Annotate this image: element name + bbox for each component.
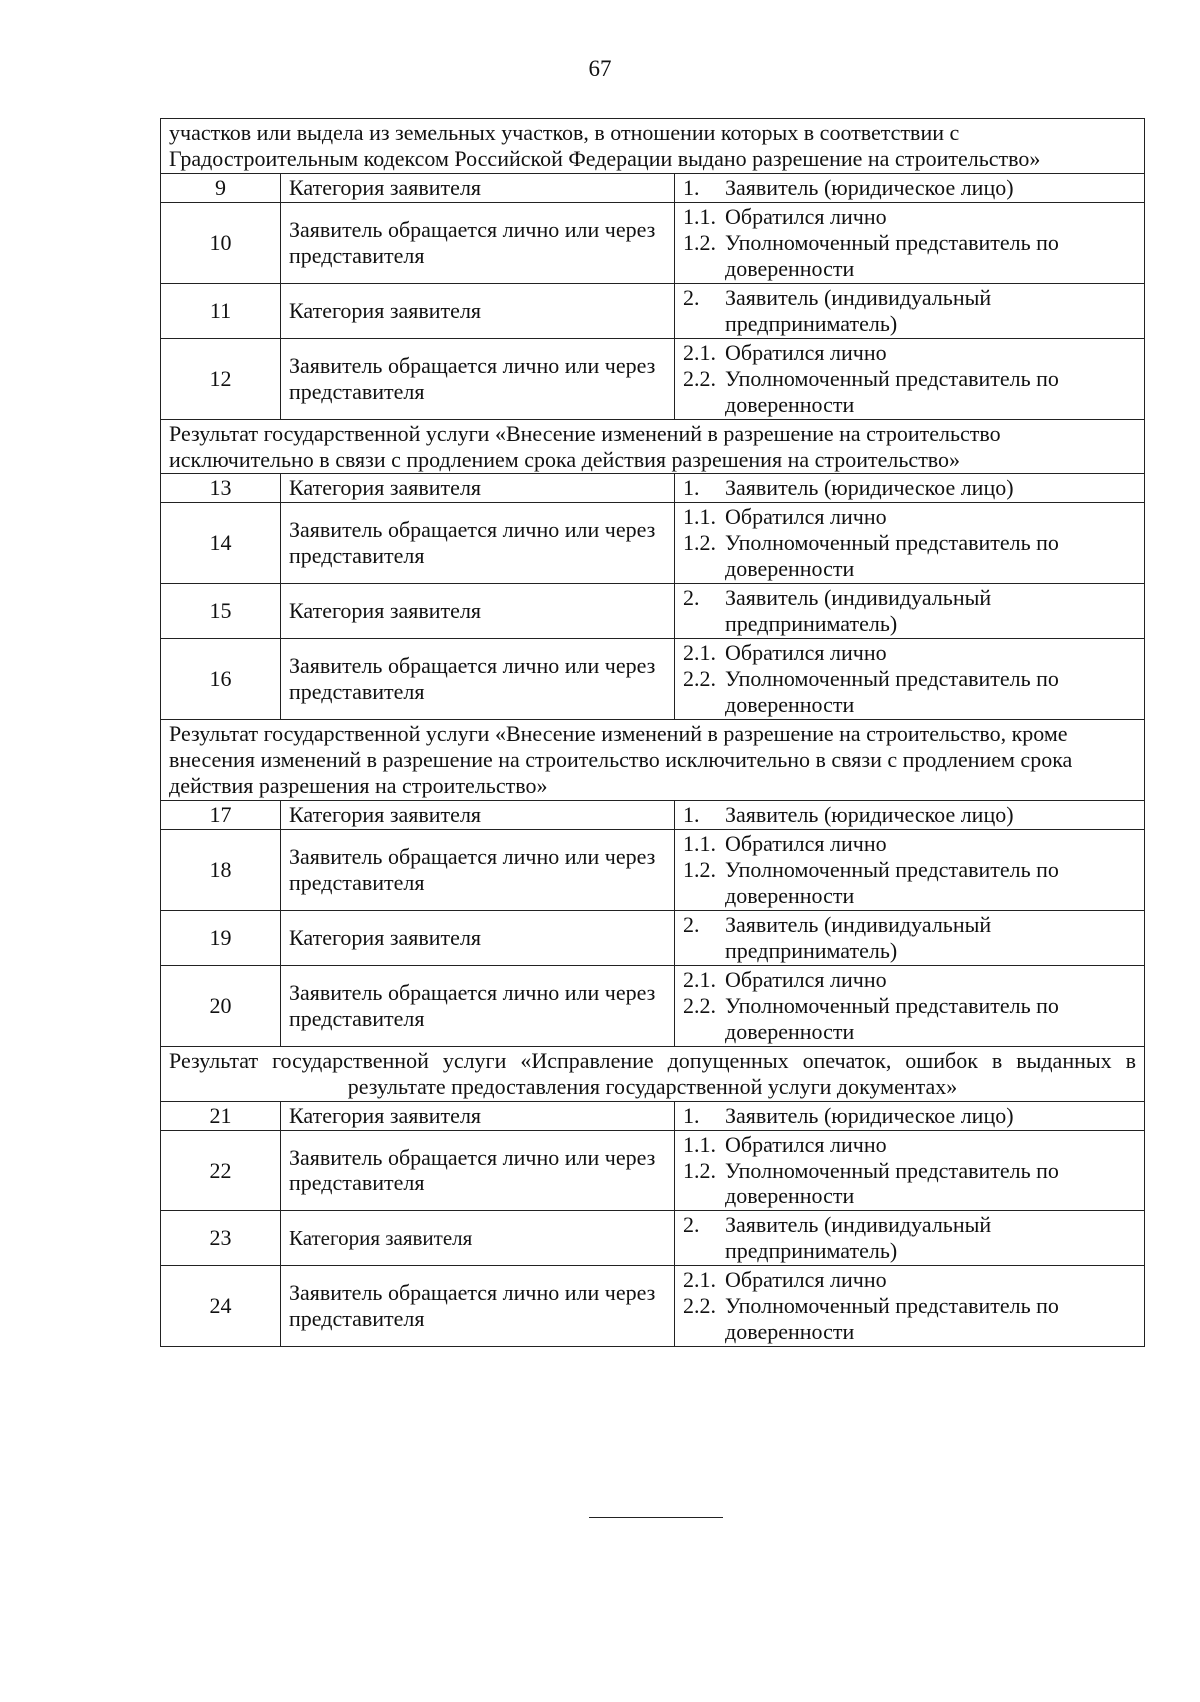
table-row: [161, 173, 1145, 202]
value-item: [683, 1212, 1136, 1264]
criterion-cell: Заявитель обращается лично или через представителя: [281, 202, 675, 283]
criterion-cell: Заявитель обращается лично или через представителя: [281, 829, 675, 910]
item-number: 1.: [683, 1102, 700, 1128]
item-text: Уполномоченный представитель по доверенности: [725, 856, 1059, 908]
item-number: 1.1.: [683, 504, 716, 530]
value-cell: [675, 173, 1145, 202]
item-text: Обратился лично: [725, 504, 887, 530]
item-number: 1.: [683, 802, 700, 828]
value-item: [683, 1267, 1136, 1293]
value-cell: [675, 1130, 1145, 1211]
criterion-cell: Заявитель обращается лично или через представителя: [281, 338, 675, 419]
item-number: 1.: [683, 174, 700, 200]
end-divider-line: [589, 1517, 723, 1518]
applicant-criteria-table: [160, 118, 1145, 1347]
row-number: 20: [161, 965, 281, 1046]
table-row: [161, 829, 1145, 910]
item-text: Обратился лично: [725, 830, 887, 856]
value-item: [683, 585, 1136, 637]
criterion-cell: Заявитель обращается лично или через представителя: [281, 965, 675, 1046]
item-text: Заявитель (индивидуальный предприниматель): [725, 911, 992, 963]
criterion-cell: Категория заявителя: [281, 801, 675, 830]
item-text: Заявитель (юридическое лицо): [725, 802, 1014, 828]
value-item: [683, 831, 1136, 857]
item-number: 1.2.: [683, 530, 716, 556]
value-item: [683, 993, 1136, 1045]
value-cell: [675, 584, 1145, 639]
value-item: [683, 1293, 1136, 1345]
value-cell: [675, 283, 1145, 338]
criterion-cell: Заявитель обращается лично или через представителя: [281, 503, 675, 584]
item-text: Заявитель (индивидуальный предприниматель): [725, 585, 992, 637]
criterion-cell: Категория заявителя: [281, 584, 675, 639]
table-row: [161, 801, 1145, 830]
item-number: 1.2.: [683, 856, 716, 882]
value-item: [683, 530, 1136, 582]
row-number: 21: [161, 1101, 281, 1130]
value-item: [683, 640, 1136, 666]
item-number: 2.2.: [683, 666, 716, 692]
item-number: 1.1.: [683, 830, 716, 856]
criterion-cell: Категория заявителя: [281, 1211, 675, 1266]
value-cell: [675, 1101, 1145, 1130]
item-number: 2.1.: [683, 339, 716, 365]
table-row: [161, 910, 1145, 965]
value-item: [683, 504, 1136, 530]
item-text: Обратился лично: [725, 1131, 887, 1157]
item-text: Заявитель (юридическое лицо): [725, 1102, 1014, 1128]
row-number: 9: [161, 173, 281, 202]
item-text: Обратился лично: [725, 339, 887, 365]
criterion-cell: Заявитель обращается лично или через представителя: [281, 1266, 675, 1347]
item-number: 2.2.: [683, 365, 716, 391]
row-number: 23: [161, 1211, 281, 1266]
item-text: Уполномоченный представитель по доверенности: [725, 666, 1059, 718]
table-row: [161, 1101, 1145, 1130]
row-number: 22: [161, 1130, 281, 1211]
value-item: [683, 175, 1136, 201]
table-row: [161, 474, 1145, 503]
row-number: 24: [161, 1266, 281, 1347]
value-item: [683, 857, 1136, 909]
item-number: 2.: [683, 585, 700, 611]
section-header-row: [161, 720, 1145, 801]
item-number: 1.2.: [683, 1157, 716, 1183]
item-number: 2.1.: [683, 640, 716, 666]
table-row: [161, 965, 1145, 1046]
item-text: Заявитель (юридическое лицо): [725, 475, 1014, 501]
value-cell: [675, 474, 1145, 503]
value-cell: [675, 639, 1145, 720]
value-cell: [675, 202, 1145, 283]
item-text: Обратился лично: [725, 966, 887, 992]
table-body: [161, 119, 1145, 1347]
item-number: 1.2.: [683, 229, 716, 255]
value-cell: [675, 829, 1145, 910]
row-number: 11: [161, 283, 281, 338]
criterion-cell: Заявитель обращается лично или через представителя: [281, 1130, 675, 1211]
row-number: 12: [161, 338, 281, 419]
row-number: 18: [161, 829, 281, 910]
value-item: [683, 802, 1136, 828]
item-text: Уполномоченный представитель по доверенности: [725, 365, 1059, 417]
table-row: [161, 338, 1145, 419]
item-text: Уполномоченный представитель по доверенности: [725, 530, 1059, 582]
criterion-cell: Категория заявителя: [281, 173, 675, 202]
section-header-row: [161, 419, 1145, 474]
section-title: Результат государственной услуги «Внесение изменений в разрешение на строительство исключительно в связи с продлением срока действия разрешения на строительство»: [161, 419, 1145, 474]
value-cell: [675, 1211, 1145, 1266]
value-item: [683, 967, 1136, 993]
table-row: [161, 202, 1145, 283]
table-row: [161, 1266, 1145, 1347]
row-number: 19: [161, 910, 281, 965]
value-cell: [675, 910, 1145, 965]
value-cell: [675, 1266, 1145, 1347]
section-header-row: [161, 1046, 1145, 1101]
criterion-cell: Категория заявителя: [281, 910, 675, 965]
item-text: Уполномоченный представитель по доверенности: [725, 992, 1059, 1044]
value-item: [683, 666, 1136, 718]
row-number: 16: [161, 639, 281, 720]
table-row: [161, 283, 1145, 338]
item-number: 1.1.: [683, 203, 716, 229]
value-item: [683, 366, 1136, 418]
item-number: 2.2.: [683, 1293, 716, 1319]
row-number: 10: [161, 202, 281, 283]
criterion-cell: Категория заявителя: [281, 283, 675, 338]
section-title: участков или выдела из земельных участков, в отношении которых в соответствии с Градостроительным кодексом Российской Федерации выдано разрешение на строительство»: [161, 119, 1145, 174]
item-number: 1.1.: [683, 1131, 716, 1157]
value-cell: [675, 338, 1145, 419]
item-number: 2.2.: [683, 992, 716, 1018]
item-text: Обратился лично: [725, 640, 887, 666]
value-item: [683, 1103, 1136, 1129]
item-number: 2.1.: [683, 1267, 716, 1293]
value-cell: [675, 965, 1145, 1046]
item-text: Обратился лично: [725, 203, 887, 229]
value-item: [683, 204, 1136, 230]
item-text: Уполномоченный представитель по доверенности: [725, 229, 1059, 281]
item-text: Уполномоченный представитель по доверенности: [725, 1157, 1059, 1209]
section-title: Результат государственной услуги «Внесение изменений в разрешение на строительство, кроме внесения изменений в разрешение на строительство исключительно в связи с продлением срока действия разрешения на строительство»: [161, 720, 1145, 801]
value-item: [683, 475, 1136, 501]
value-item: [683, 1132, 1136, 1158]
criterion-cell: Категория заявителя: [281, 1101, 675, 1130]
row-number: 17: [161, 801, 281, 830]
page-number: 67: [588, 56, 612, 81]
value-item: [683, 285, 1136, 337]
table-row: [161, 503, 1145, 584]
item-number: 2.: [683, 911, 700, 937]
item-text: Заявитель (юридическое лицо): [725, 174, 1014, 200]
value-item: [683, 1158, 1136, 1210]
value-item: [683, 230, 1136, 282]
item-number: 2.: [683, 1212, 700, 1238]
item-text: Заявитель (индивидуальный предприниматель): [725, 1212, 992, 1264]
criterion-cell: Заявитель обращается лично или через представителя: [281, 639, 675, 720]
item-number: 2.: [683, 284, 700, 310]
item-text: Уполномоченный представитель по доверенности: [725, 1293, 1059, 1345]
criterion-cell: Категория заявителя: [281, 474, 675, 503]
value-cell: [675, 503, 1145, 584]
table-row: [161, 1130, 1145, 1211]
item-text: Обратился лично: [725, 1267, 887, 1293]
section-header-row: [161, 119, 1145, 174]
item-number: 2.1.: [683, 966, 716, 992]
section-title: Результат государственной услуги «Исправление допущенных опечаток, ошибок в выданных в результате предоставления государственной услуги документах»: [161, 1046, 1145, 1101]
item-number: 1.: [683, 475, 700, 501]
value-cell: [675, 801, 1145, 830]
table-row: [161, 639, 1145, 720]
row-number: 15: [161, 584, 281, 639]
row-number: 13: [161, 474, 281, 503]
table-row: [161, 584, 1145, 639]
value-item: [683, 340, 1136, 366]
table-row: [161, 1211, 1145, 1266]
item-text: Заявитель (индивидуальный предприниматель): [725, 284, 992, 336]
row-number: 14: [161, 503, 281, 584]
value-item: [683, 912, 1136, 964]
